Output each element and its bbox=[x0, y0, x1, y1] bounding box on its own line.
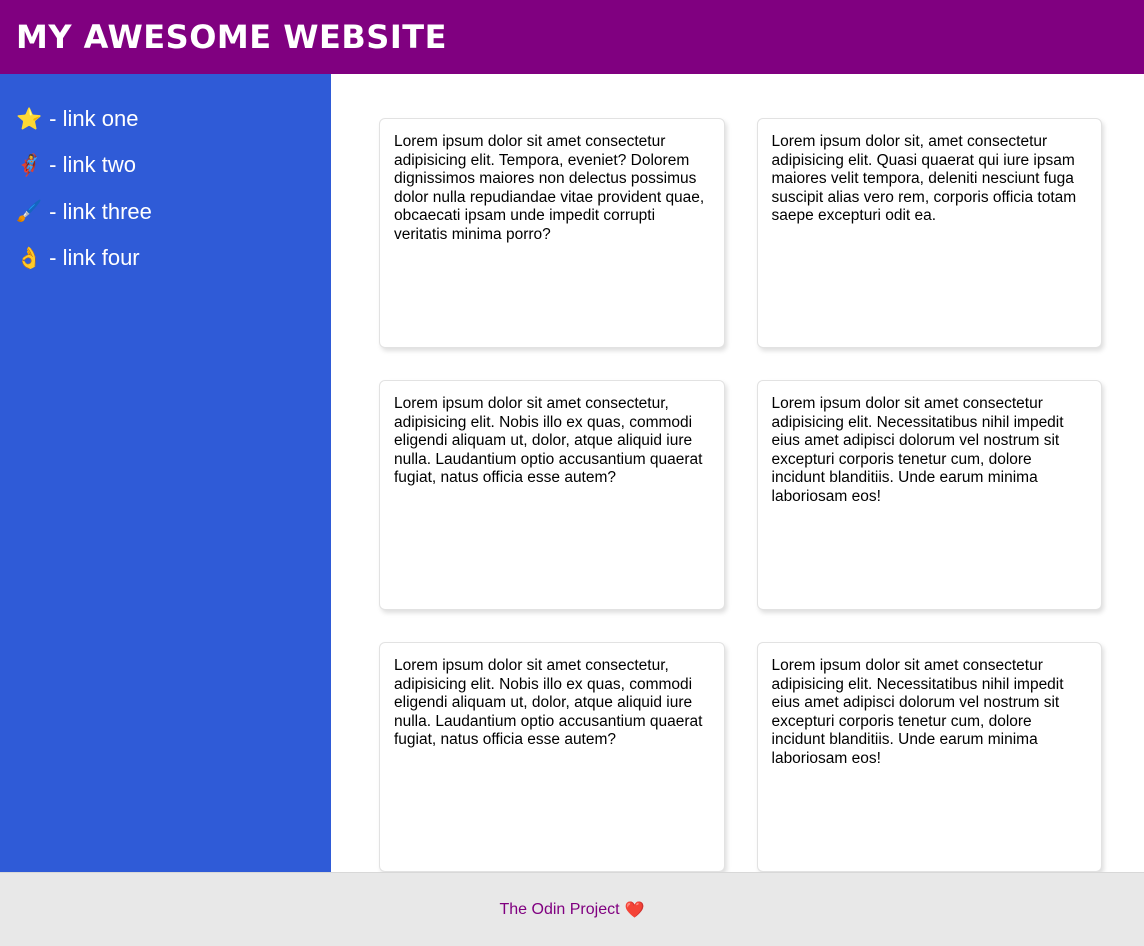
card-text: Lorem ipsum dolor sit amet consectetur adipisicing elit. Necessitatibus nihil impedit eius amet adipisci dolorum vel nostrum sit excepturi corporis tenetur cum, dolore incidunt blanditiis. Unde earum minima laboriosam eos! bbox=[771, 657, 1064, 767]
sidebar-item-link-four[interactable] bbox=[0, 235, 331, 281]
card-text: Lorem ipsum dolor sit, amet consectetur adipisicing elit. Quasi quaerat qui iure ipsam maiores velit tempora, deleniti nesciunt fuga suscipit alias vero rem, corporis officia totam saepe excepturi odit ea. bbox=[771, 133, 1077, 225]
sidebar-nav bbox=[0, 74, 331, 872]
site-footer bbox=[0, 872, 1144, 946]
sidebar-item-link-two[interactable] bbox=[0, 142, 331, 188]
content-card bbox=[379, 642, 725, 872]
sidebar-item-link-three[interactable] bbox=[0, 189, 331, 235]
page-title: MY AWESOME WEBSITE bbox=[16, 18, 447, 56]
heart-icon: ❤️ bbox=[624, 901, 645, 919]
sidebar-item-link-one[interactable] bbox=[0, 96, 331, 142]
body-area bbox=[0, 74, 1144, 872]
sidebar-item-label: - link one bbox=[49, 106, 139, 131]
card-grid bbox=[379, 118, 1102, 872]
content-card bbox=[757, 118, 1103, 348]
star-icon: ⭐ bbox=[16, 107, 43, 131]
card-text: Lorem ipsum dolor sit amet consectetur, adipisicing elit. Nobis illo ex quas, commodi eligendi aliquam ut, dolor, atque aliquid iure nulla. Laudantium optio accusantium quaerat fugiat, natus officia esse autem? bbox=[394, 395, 703, 487]
card-text: Lorem ipsum dolor sit amet consectetur adipisicing elit. Necessitatibus nihil impedit eius amet adipisci dolorum vel nostrum sit excepturi corporis tenetur cum, dolore incidunt blanditiis. Unde earum minima laboriosam eos! bbox=[771, 395, 1064, 505]
footer-text: The Odin Project bbox=[499, 900, 620, 918]
ok-hand-icon: 👌 bbox=[16, 246, 43, 270]
sidebar-item-label: - link three bbox=[49, 198, 152, 224]
site-header bbox=[0, 0, 1144, 74]
main-content bbox=[331, 74, 1144, 872]
content-card bbox=[757, 642, 1103, 872]
card-text: Lorem ipsum dolor sit amet consectetur, adipisicing elit. Nobis illo ex quas, commodi eligendi aliquam ut, dolor, atque aliquid iure nulla. Laudantium optio accusantium quaerat fugiat, natus officia esse autem? bbox=[394, 657, 703, 749]
content-card bbox=[379, 380, 725, 610]
content-card bbox=[757, 380, 1103, 610]
content-card bbox=[379, 118, 725, 348]
sidebar-item-label: - link four bbox=[49, 245, 140, 271]
sidebar-item-label: - link two bbox=[49, 152, 136, 178]
woman-superhero-icon: 🦸‍♀️ bbox=[16, 154, 43, 178]
card-text: Lorem ipsum dolor sit amet consectetur adipisicing elit. Tempora, eveniet? Dolorem dignissimos maiores non delectus possimus dolor nulla repudiandae vitae provident quae, obcaecati ipsam unde impedit corrupti veritatis minima porro? bbox=[394, 133, 705, 243]
paintbrush-icon: 🖌️ bbox=[16, 200, 43, 224]
